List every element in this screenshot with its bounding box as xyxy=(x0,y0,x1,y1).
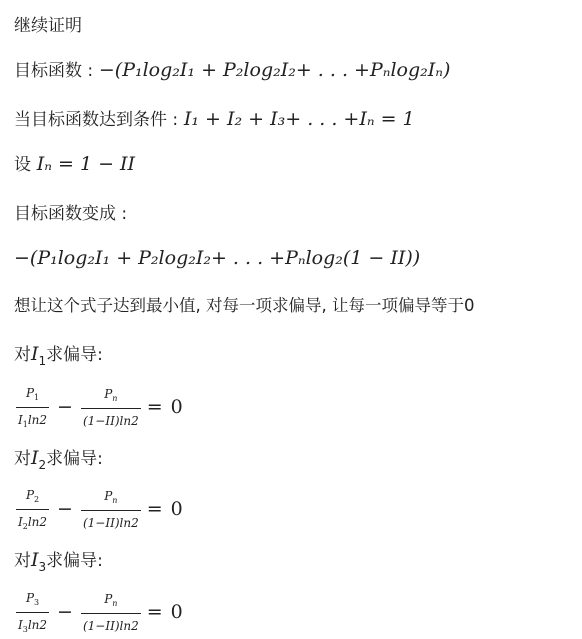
numerator-subscript: n xyxy=(112,599,118,608)
derivative-suffix: 求偏导: xyxy=(46,551,103,571)
fraction-right-denominator: (1−II)ln2 xyxy=(81,613,141,638)
derivative-equation xyxy=(14,483,187,536)
numerator-symbol: P xyxy=(25,386,35,400)
zero-value: 0 xyxy=(170,497,183,520)
minus-sign: − xyxy=(57,600,73,623)
denominator-symbol: I xyxy=(18,413,23,427)
equals-sign: = xyxy=(146,600,163,623)
numerator-subscript: n xyxy=(112,496,118,505)
numerator-symbol: P xyxy=(104,489,113,503)
transformed-expression: −(P₁log₂I₁ + P₂log₂I₂+ . . . +Pₙlog₂(1 − II)) xyxy=(14,247,421,269)
denominator-tail: ln2 xyxy=(27,618,48,632)
transformed-line xyxy=(14,246,420,271)
numerator-subscript: n xyxy=(112,394,118,403)
constraint-label: 当目标函数达到条件 : xyxy=(14,110,179,130)
denominator-symbol: I xyxy=(18,515,23,529)
objective-line xyxy=(14,58,450,83)
constraint-expression: I₁ + I₂ + I₃+ . . . +Iₙ = 1 xyxy=(183,108,415,130)
substitution-expression: Iₙ = 1 − II xyxy=(36,153,136,175)
denominator-subscript: 2 xyxy=(22,522,28,531)
equals-sign: = xyxy=(146,395,163,418)
fraction-right xyxy=(81,587,141,638)
denominator-subscript: 1 xyxy=(22,420,28,429)
derivative-heading xyxy=(14,548,103,574)
denominator-subscript: 3 xyxy=(22,625,28,634)
fraction-right-numerator xyxy=(81,382,141,408)
derivative-prefix: 对 xyxy=(14,449,31,469)
zero-value: 0 xyxy=(170,395,183,418)
substitution-line xyxy=(14,152,135,177)
numerator-subscript: 3 xyxy=(34,598,40,607)
objective-expression: −(P₁log₂I₁ + P₂log₂I₂+ . . . +Pₙlog₂Iₙ) xyxy=(98,59,451,81)
derivative-equation xyxy=(14,381,187,434)
derivative-heading xyxy=(14,446,103,472)
transform-label: 目标函数变成 : xyxy=(14,204,128,224)
derivative-prefix: 对 xyxy=(14,345,31,365)
derivative-variable: I xyxy=(31,343,39,365)
fraction-right xyxy=(81,484,141,535)
numerator-symbol: P xyxy=(25,591,35,605)
derivative-variable-subscript: 1 xyxy=(38,354,47,368)
heading: 继续证明 xyxy=(14,16,82,36)
derivative-equation xyxy=(14,586,187,639)
denominator-tail: ln2 xyxy=(27,515,48,529)
minus-sign: − xyxy=(57,497,73,520)
denominator-tail: ln2 xyxy=(27,413,48,427)
derivative-suffix: 求偏导: xyxy=(46,345,103,365)
numerator-subscript: 1 xyxy=(34,393,40,402)
fraction-left-numerator xyxy=(16,381,49,407)
objective-label: 目标函数 : xyxy=(14,61,94,81)
fraction-left-denominator xyxy=(16,509,49,536)
numerator-symbol: P xyxy=(104,387,113,401)
fraction-right-denominator: (1−II)ln2 xyxy=(81,408,141,433)
fraction-right-denominator: (1−II)ln2 xyxy=(81,510,141,535)
substitution-label: 设 xyxy=(14,155,31,175)
minus-sign: − xyxy=(57,395,73,418)
derivative-prefix: 对 xyxy=(14,551,31,571)
denominator-symbol: I xyxy=(18,618,23,632)
fraction-right xyxy=(81,382,141,433)
derivative-variable: I xyxy=(31,549,39,571)
zero-value: 0 xyxy=(170,600,183,623)
numerator-subscript: 2 xyxy=(34,495,40,504)
numerator-symbol: P xyxy=(104,592,113,606)
fraction-left-denominator xyxy=(16,407,49,434)
fraction-left-numerator xyxy=(16,586,49,612)
fraction-right-numerator xyxy=(81,587,141,613)
derivative-variable-subscript: 3 xyxy=(38,560,47,574)
fraction-left xyxy=(16,483,49,536)
fraction-left xyxy=(16,381,49,434)
derivative-heading xyxy=(14,342,103,368)
numerator-symbol: P xyxy=(25,488,35,502)
derivative-suffix: 求偏导: xyxy=(46,449,103,469)
fraction-left xyxy=(16,586,49,639)
equals-sign: = xyxy=(146,497,163,520)
constraint-line xyxy=(14,107,415,132)
fraction-left-numerator xyxy=(16,483,49,509)
fraction-right-numerator xyxy=(81,484,141,510)
derivative-variable-subscript: 2 xyxy=(38,458,47,472)
derivative-variable: I xyxy=(31,447,39,469)
goal-text: 想让这个式子达到最小值, 对每一项求偏导, 让每一项偏导等于0 xyxy=(14,296,475,315)
